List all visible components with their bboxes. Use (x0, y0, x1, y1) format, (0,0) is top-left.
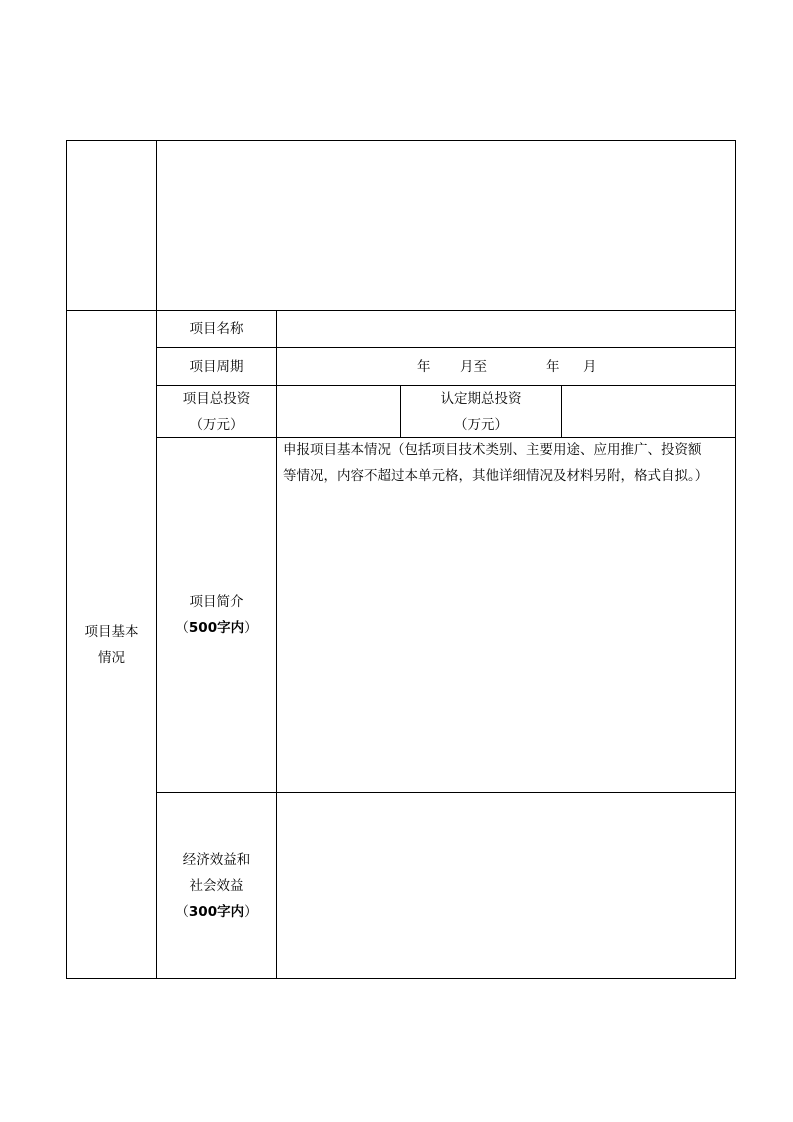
project-intro-label-cell (157, 438, 276, 792)
project-intro-description-line1: 申报项目基本情况（包括项目技术类别、主要用途、应用推广、投资额 (283, 442, 702, 458)
project-intro-label-line1: 项目简介 (189, 594, 244, 610)
top-label-cell (67, 141, 156, 310)
top-content-cell[interactable] (157, 141, 735, 310)
certified-investment-label-cell (401, 386, 561, 437)
section-label-line2: 情况 (98, 649, 125, 666)
intro-limit-close: ） (244, 620, 258, 636)
benefit-limit-close: ） (244, 903, 258, 920)
benefit-input[interactable] (277, 793, 735, 978)
benefit-label-cell (157, 793, 276, 978)
benefit-word-limit: 300字内 (188, 903, 245, 920)
period-month-end: 月 (583, 358, 597, 375)
period-month-to: 月至 (460, 358, 487, 375)
section-label-line1: 项目基本 (84, 623, 139, 640)
table-border-bottom (66, 978, 736, 979)
table-border-right (735, 140, 736, 979)
certified-investment-label-line1: 认定期总投资 (440, 390, 522, 407)
intro-limit-open: （ (175, 620, 189, 636)
project-intro-description-line2: 等情况，内容不超过本单元格，其他详细情况及材料另附，格式自拟。） (283, 468, 709, 484)
total-investment-label-line2: （万元） (189, 416, 244, 433)
total-investment-label-cell (157, 386, 276, 437)
total-investment-label-line1: 项目总投资 (182, 390, 251, 407)
benefit-limit-open: （ (175, 903, 189, 920)
certified-investment-input[interactable] (562, 386, 735, 437)
project-period-label-cell (157, 348, 276, 385)
project-intro-input[interactable] (277, 438, 735, 792)
project-period-input[interactable] (277, 348, 735, 385)
certified-investment-label-line2: （万元） (454, 416, 508, 433)
project-name-label: 项目名称 (189, 321, 244, 337)
total-investment-input[interactable] (277, 386, 400, 437)
benefit-label-line1: 经济效益和 (182, 851, 251, 868)
period-year-start: 年 (417, 358, 431, 375)
project-period-label: 项目周期 (189, 358, 244, 375)
project-name-input[interactable] (277, 311, 735, 347)
benefit-label-line2: 社会效益 (189, 877, 244, 894)
period-year-end: 年 (546, 358, 560, 375)
project-name-label-cell (157, 311, 276, 347)
section-label-cell (67, 311, 156, 978)
intro-word-limit: 500字内 (188, 620, 245, 636)
project-form-table (66, 140, 736, 979)
